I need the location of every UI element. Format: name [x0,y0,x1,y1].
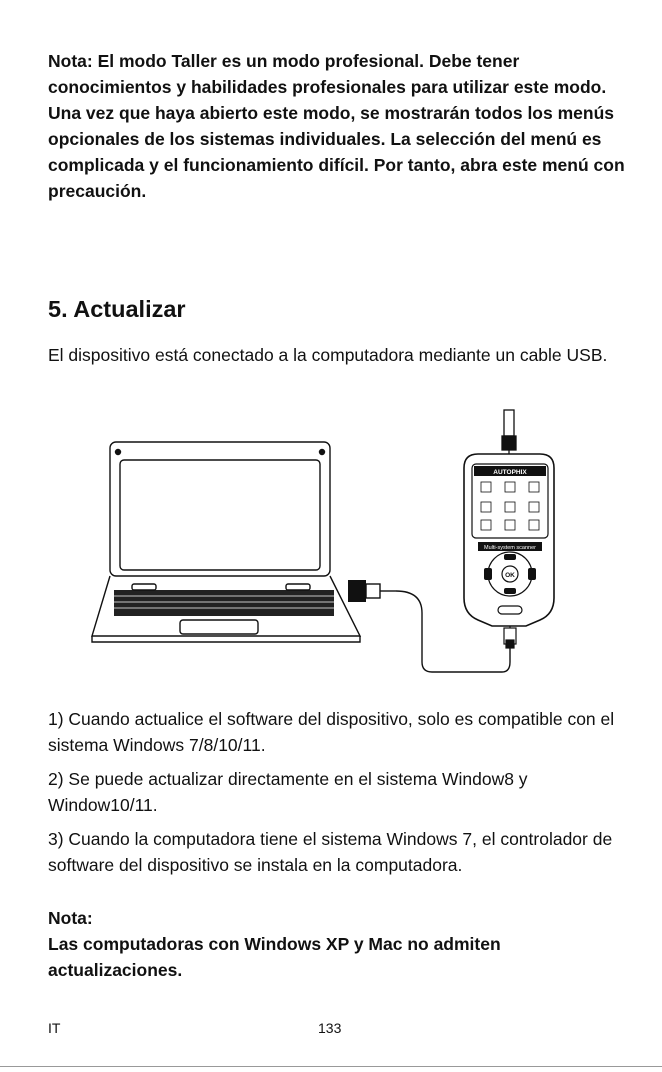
obd-scanner-illustration [464,454,554,626]
note-label: Nota: [48,908,93,928]
list-item: 1) Cuando actualice el software del dispositivo, solo es compatible con el sistema Windows 7/8/10/11. [48,709,615,755]
footer-language: IT [48,1020,61,1036]
device-label: Multi-system scanner [484,545,536,551]
note-paragraph-mode: Nota: El modo Taller es un modo profesional. Debe tener conocimientos y habilidades profesionales para utilizar este modo. [48,51,607,97]
page-number: 133 [318,1020,342,1036]
ok-button-label: OK [505,572,515,579]
laptop-illustration [92,442,360,642]
warning-note [48,48,628,204]
section-intro: El dispositivo está conectado a la computadora mediante un cable USB. [48,345,608,365]
top-cable-connector [502,410,516,454]
compatibility-note [48,905,628,983]
update-notes-list [48,706,628,886]
usb-connection-illustration [86,408,562,680]
note-paragraph-caution: Una vez que haya abierto este modo, se mostrarán todos los menús opcionales de los sistemas individuales. La selección del menú es complicada y el funcionamiento difícil. Por tanto, abra este menú con precaución. [48,103,625,201]
section-title: 5. Actualizar [48,296,186,322]
usb-plug-illustration [348,580,396,602]
note-text: Las computadoras con Windows XP y Mac no admiten actualizaciones. [48,934,501,980]
list-item: 3) Cuando la computadora tiene el sistema Windows 7, el controlador de software del dispositivo se instala en la computadora. [48,829,613,875]
device-brand: AUTOPHIX [493,469,527,476]
bottom-divider [0,1066,662,1067]
list-item: 2) Se puede actualizar directamente en el sistema Window8 y Window10/11. [48,769,528,815]
